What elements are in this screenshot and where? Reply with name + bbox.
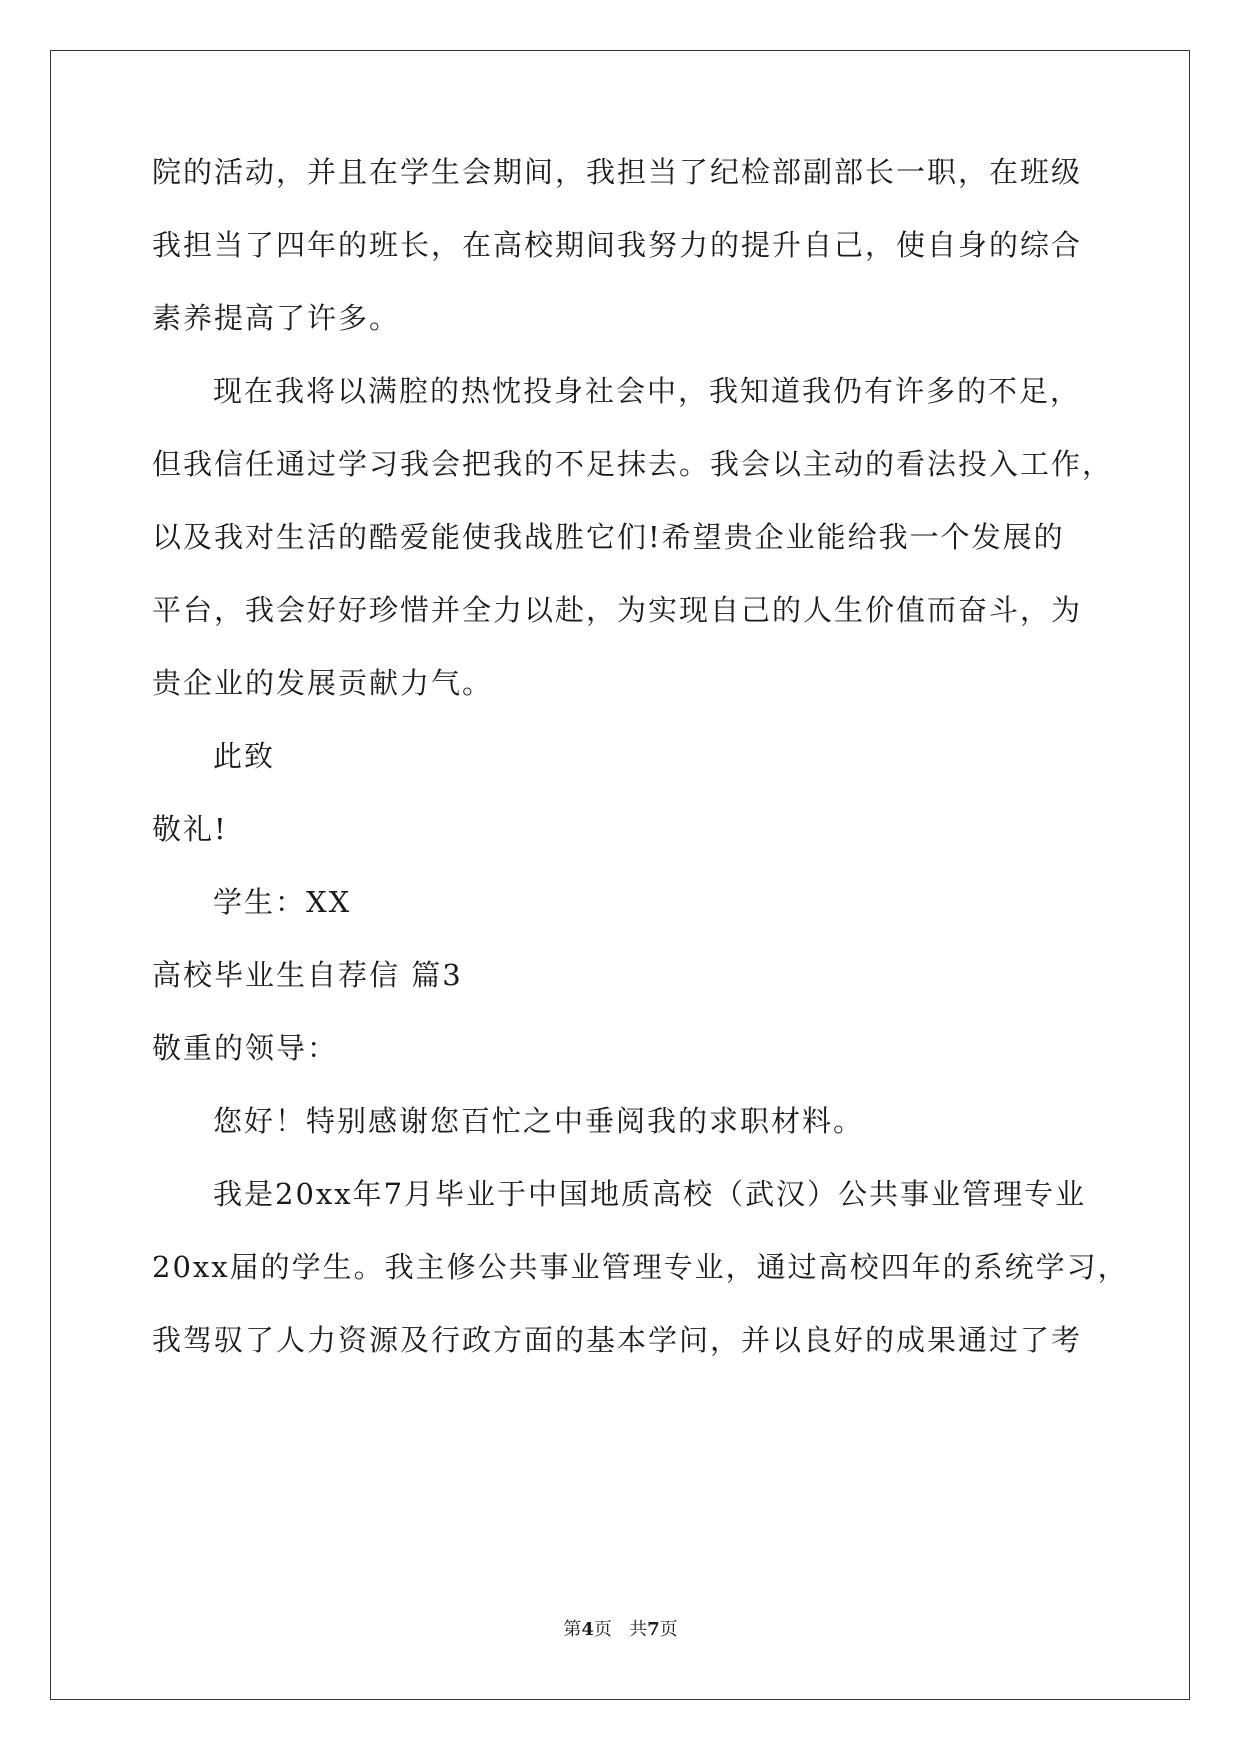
- section-title: 高校毕业生自荐信 篇3: [152, 958, 463, 992]
- salutation-regards: 敬礼!: [152, 812, 228, 846]
- page-footer: [0, 1618, 1241, 1642]
- footer-suffix: 页: [659, 1619, 678, 1640]
- total-page-number: 7: [647, 1619, 660, 1640]
- text-line: 我驾驭了人力资源及行政方面的基本学问，并以良好的成果通过了考: [152, 1323, 1083, 1357]
- greeting: 敬重的领导：: [152, 1031, 339, 1065]
- footer-prefix: 第: [563, 1619, 582, 1640]
- text-line: 20xx届的学生。我主修公共事业管理专业，通过高校四年的系统学习，: [152, 1250, 1129, 1284]
- text-line: 现在我将以满腔的热忱投身社会中，我知道我仍有许多的不足，: [213, 374, 1082, 408]
- current-page-number: 4: [581, 1619, 594, 1640]
- text-line: 平台，我会好好珍惜并全力以赴，为实现自己的人生价值而奋斗，为: [152, 593, 1083, 627]
- text-line: 您好！特别感谢您百忙之中垂阅我的求职材料。: [213, 1104, 865, 1138]
- text-line: 院的活动，并且在学生会期间，我担当了纪检部副部长一职，在班级: [152, 155, 1083, 189]
- text-line: 贵企业的发展贡献力气。: [152, 666, 494, 700]
- salutation-closing: 此致: [213, 739, 276, 773]
- text-line: 但我信任通过学习我会把我的不足抹去。我会以主动的看法投入工作，: [152, 447, 1114, 481]
- text-line: 我是20xx年7月毕业于中国地质高校（武汉）公共事业管理专业: [213, 1177, 1087, 1211]
- footer-mid: 页 共: [593, 1619, 648, 1640]
- text-line: 素养提高了许多。: [152, 301, 401, 335]
- text-line: 以及我对生活的酷爱能使我战胜它们!希望贵企业能给我一个发展的: [152, 520, 1065, 554]
- signature-line: 学生：XX: [213, 885, 352, 919]
- text-line: 我担当了四年的班长，在高校期间我努力的提升自己，使自身的综合: [152, 228, 1083, 262]
